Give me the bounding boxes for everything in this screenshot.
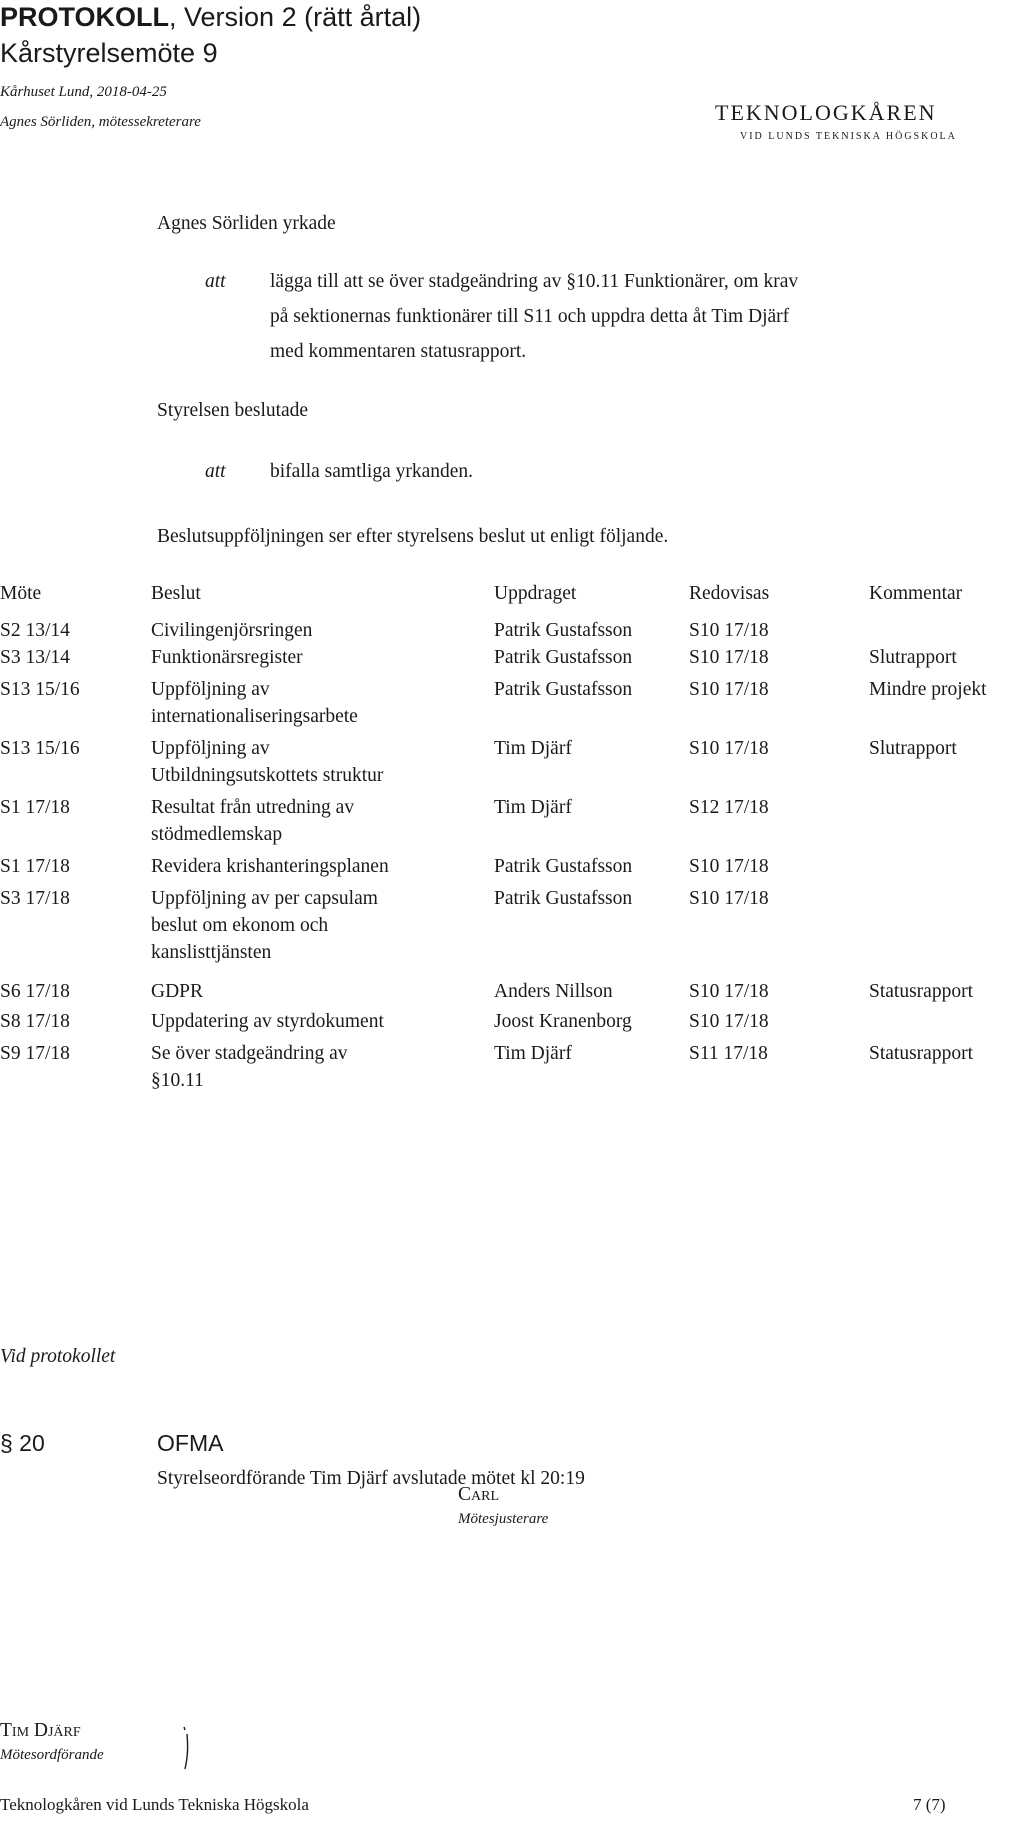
table-cell-redovisas: S10 17/18 xyxy=(689,981,769,1002)
decision-text: bifalla samtliga yrkanden. xyxy=(270,461,474,482)
table-cell-beslut: Uppdatering av styrdokument xyxy=(151,1011,384,1032)
table-cell-redovisas: S11 17/18 xyxy=(689,1043,768,1064)
table-cell-uppdraget: Tim Djärf xyxy=(494,797,572,818)
title-rest: , Version 2 (rätt årtal) xyxy=(169,2,422,32)
table-cell-beslut: §10.11 xyxy=(151,1070,204,1091)
adjuster-role: Mötesjusterare xyxy=(458,1511,549,1527)
table-cell-redovisas: S10 17/18 xyxy=(689,679,769,700)
motion-att-line-3: med kommentaren statusrapport. xyxy=(270,341,527,362)
table-cell-beslut: Funktionärsregister xyxy=(151,647,303,668)
chair-role: Mötesordförande xyxy=(0,1747,104,1763)
table-header-redovisas: Redovisas xyxy=(689,583,770,604)
table-cell-uppdraget: Patrik Gustafsson xyxy=(494,856,633,877)
table-cell-mote: S1 17/18 xyxy=(0,797,70,818)
table-cell-mote: S8 17/18 xyxy=(0,1011,70,1032)
table-cell-redovisas: S12 17/18 xyxy=(689,797,769,818)
table-cell-kommentar: Statusrapport xyxy=(869,981,973,1002)
table-header-beslut: Beslut xyxy=(151,583,201,604)
table-cell-mote: S13 15/16 xyxy=(0,679,80,700)
table-cell-beslut: kanslisttjänsten xyxy=(151,942,272,963)
table-header-mote: Möte xyxy=(0,583,42,604)
table-cell-mote: S3 17/18 xyxy=(0,888,70,909)
motion-att-label: att xyxy=(205,271,226,292)
table-cell-redovisas: S10 17/18 xyxy=(689,738,769,759)
table-cell-redovisas: S10 17/18 xyxy=(689,856,769,877)
table-cell-beslut: Uppföljning av per capsulam xyxy=(151,888,378,909)
table-cell-redovisas: S10 17/18 xyxy=(689,888,769,909)
decision-intro: Styrelsen beslutade xyxy=(157,400,309,421)
table-cell-mote: S2 13/14 xyxy=(0,620,70,641)
table-cell-beslut: internationaliseringsarbete xyxy=(151,706,358,727)
motion-att-line-1: lägga till att se över stadgeändring av §10.11 Funktionärer, om krav xyxy=(270,271,799,292)
table-header-kommentar: Kommentar xyxy=(869,583,963,604)
decision-att-label: att xyxy=(205,461,226,482)
table-cell-redovisas: S10 17/18 xyxy=(689,1011,769,1032)
motion-proposer: Agnes Sörliden yrkade xyxy=(157,213,336,234)
document-title xyxy=(0,0,421,34)
table-cell-redovisas: S10 17/18 xyxy=(689,647,769,668)
table-cell-beslut: Se över stadgeändring av xyxy=(151,1043,348,1064)
table-cell-mote: S13 15/16 xyxy=(0,738,80,759)
table-cell-mote: S9 17/18 xyxy=(0,1043,70,1064)
org-logo-name: TEKNOLOGKÅREN xyxy=(715,100,937,125)
table-cell-uppdraget: Patrik Gustafsson xyxy=(494,679,633,700)
table-cell-uppdraget: Tim Djärf xyxy=(494,1043,572,1064)
table-cell-beslut: Uppföljning av xyxy=(151,679,270,700)
table-cell-kommentar: Slutrapport xyxy=(869,647,957,668)
protocol-label: Vid protokollet xyxy=(0,1346,116,1367)
table-cell-uppdraget: Anders Nillson xyxy=(494,981,613,1002)
table-cell-uppdraget: Tim Djärf xyxy=(494,738,572,759)
title-bold: PROTOKOLL xyxy=(0,2,170,32)
section-text: Styrelseordförande Tim Djärf avslutade mötet kl 20:19 xyxy=(157,1468,585,1489)
table-cell-beslut: Civilingenjörsringen xyxy=(151,620,313,641)
table-cell-mote: S3 13/14 xyxy=(0,647,70,668)
table-cell-mote: S6 17/18 xyxy=(0,981,70,1002)
table-cell-kommentar: Mindre projekt xyxy=(869,679,987,700)
table-header-uppdraget: Uppdraget xyxy=(494,583,577,604)
table-cell-beslut: beslut om ekonom och xyxy=(151,915,329,936)
table-cell-beslut: stödmedlemskap xyxy=(151,824,283,845)
section-number: § 20 xyxy=(0,1430,45,1456)
location-date: Kårhuset Lund, 2018-04-25 xyxy=(0,84,167,100)
adjuster-name: Carl xyxy=(458,1484,500,1505)
document-subtitle: Kårstyrelsemöte 9 xyxy=(0,38,218,68)
org-logo-subtitle: VID LUNDS TEKNISKA HÖGSKOLA xyxy=(740,131,957,142)
table-cell-uppdraget: Joost Kranenborg xyxy=(494,1011,632,1032)
footer-org: Teknologkåren vid Lunds Tekniska Högskola xyxy=(0,1795,309,1814)
table-cell-kommentar: Statusrapport xyxy=(869,1043,973,1064)
secretary-line: Agnes Sörliden, mötessekreterare xyxy=(0,114,201,130)
table-cell-beslut: GDPR xyxy=(151,981,204,1002)
chair-name: Tim Djärf xyxy=(0,1720,81,1741)
table-cell-beslut: Utbildningsutskottets struktur xyxy=(151,765,384,786)
table-cell-beslut: Resultat från utredning av xyxy=(151,797,355,818)
section-heading: OFMA xyxy=(157,1430,224,1456)
table-cell-uppdraget: Patrik Gustafsson xyxy=(494,620,633,641)
table-cell-kommentar: Slutrapport xyxy=(869,738,957,759)
followup-intro: Beslutsuppföljningen ser efter styrelsens beslut ut enligt följande. xyxy=(157,526,669,547)
motion-att-line-2: på sektionernas funktionärer till S11 och uppdra detta åt Tim Djärf xyxy=(270,306,790,327)
table-cell-redovisas: S10 17/18 xyxy=(689,620,769,641)
table-cell-uppdraget: Patrik Gustafsson xyxy=(494,647,633,668)
table-cell-mote: S1 17/18 xyxy=(0,856,70,877)
bracket-mark xyxy=(182,1726,190,1770)
table-cell-beslut: Uppföljning av xyxy=(151,738,270,759)
page-number: 7 (7) xyxy=(913,1795,946,1814)
table-cell-beslut: Revidera krishanteringsplanen xyxy=(151,856,389,877)
table-cell-uppdraget: Patrik Gustafsson xyxy=(494,888,633,909)
